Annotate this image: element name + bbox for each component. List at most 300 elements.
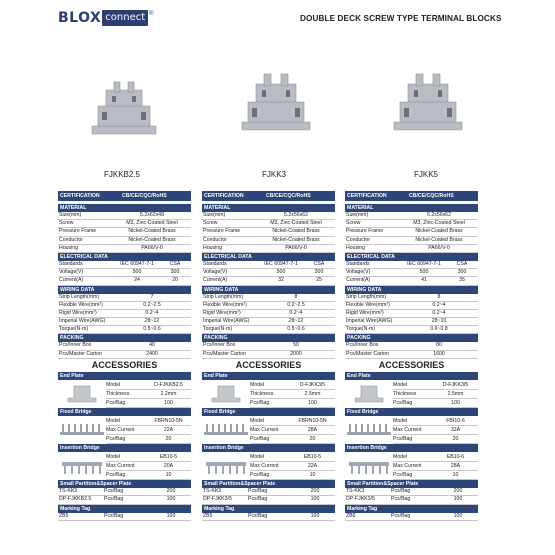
material-header: MATERIAL <box>202 204 335 212</box>
certification-header <box>345 191 478 201</box>
end-plate-image <box>202 380 250 408</box>
spec-cell: Thickness <box>250 390 274 397</box>
spec-cell: Pcs/Bag <box>393 435 413 442</box>
end-plate-image <box>58 380 106 408</box>
spec-cell: 2000 <box>290 350 302 357</box>
spec-cell: Torque(N·m) <box>203 326 233 333</box>
end-plate-header: End Plate <box>58 372 191 380</box>
packing-header: PACKING <box>345 334 478 342</box>
spec-cell: 0.6~0.8 <box>430 326 448 333</box>
partition-header: Small Partition&Spacer Plate <box>202 480 335 488</box>
spec-cell: 6.2x56x62 <box>427 212 451 218</box>
spec-cell: Pcs/Bag <box>250 471 270 478</box>
insertion-bridge-header: Insertion Bridge <box>345 444 478 452</box>
spec-cell: Voltage(V) <box>59 269 84 276</box>
spec-cell: 20 <box>309 435 316 442</box>
end-plate-pcs-row <box>250 399 335 408</box>
insertion-bridge-block <box>202 452 335 480</box>
spec-column <box>345 191 478 521</box>
end-plate-thickness-row <box>106 390 191 399</box>
spec-cell: 200 <box>166 487 176 494</box>
spec-cell: 20 <box>165 435 172 442</box>
spec-cell: Max Current <box>106 462 135 469</box>
spec-cell: Pressure Frame <box>346 228 384 235</box>
certification-label: CERTIFICATION <box>347 193 387 199</box>
spec-cell: Model <box>250 453 265 460</box>
certification-label: CERTIFICATION <box>204 193 244 199</box>
fixed-bridge-model-row <box>106 417 191 426</box>
spec-cell: 0.2~2.5 <box>143 301 161 308</box>
spec-cell: Size(mm) <box>346 212 369 218</box>
spec-row-screw <box>345 220 478 228</box>
insertion-bridge-model-row <box>393 453 478 462</box>
brand-suffix: connect <box>102 10 148 26</box>
spec-cell: Pcs/Bag <box>248 496 268 503</box>
insertion-bridge-image <box>345 452 393 480</box>
spec-cell: Pcs/Master Carton <box>346 350 389 357</box>
spec-row-inner-box <box>345 342 478 350</box>
spec-cell: Current(A) <box>59 277 84 284</box>
spec-cell: 80 <box>436 342 442 349</box>
spec-cell: Max Current <box>106 426 135 433</box>
spec-cell: Current(A) <box>346 277 371 284</box>
spec-row-housing <box>345 245 478 253</box>
spec-cell: 24 <box>134 277 140 284</box>
spec-cell: Pcs/Bag <box>248 512 268 519</box>
spec-cell: Nickel-Coated Brass <box>415 228 463 235</box>
spec-cell: Pcs/Inner Box <box>203 342 236 349</box>
spec-cell: Conductor <box>203 236 227 243</box>
insertion-bridge-pcs-row <box>393 471 478 480</box>
spec-cell: Nickel-Coated Brass <box>128 236 176 243</box>
spec-cell: ZB5 <box>59 512 69 519</box>
certification-header <box>202 191 335 201</box>
spec-cell: Pcs/Bag <box>104 487 124 494</box>
spec-cell: Pcs/Bag <box>391 512 411 519</box>
spec-cell: 20 <box>172 277 178 284</box>
insertion-bridge-current-row <box>250 462 335 471</box>
spec-cell: Rigid Wire(mm²) <box>203 309 241 316</box>
spec-row-imperial-wire <box>202 318 335 326</box>
spec-cell: D-FJKKB2.5 <box>154 381 183 388</box>
fixed-bridge-current-row <box>250 426 335 435</box>
wiring-header: WIRING DATA <box>202 286 335 294</box>
spec-cell: EB10-6 <box>446 453 465 460</box>
spec-cell: 0.2~4 <box>145 309 159 316</box>
spec-row-flexible-wire <box>345 302 478 310</box>
spec-row-current <box>202 277 335 285</box>
spec-row-rigid-wire <box>202 310 335 318</box>
spec-cell: Pcs/Bag <box>248 487 268 494</box>
spec-row-strip-length <box>58 294 191 302</box>
spec-cell: Model <box>250 381 265 388</box>
spec-cell: 0.2~4 <box>289 309 303 316</box>
product-name: FJKK3 <box>261 170 286 179</box>
certification-value: CB/CE/CQC/RoHS <box>409 193 454 199</box>
spec-cell: Pcs/Bag <box>393 399 413 406</box>
spec-cell: 50 <box>293 342 299 349</box>
insertion-bridge-model-row <box>250 453 335 462</box>
spec-row-torque <box>58 326 191 334</box>
spec-cell: 100 <box>166 512 176 519</box>
spec-row-strip-length <box>202 294 335 302</box>
electrical-header: ELECTRICAL DATA <box>345 253 478 261</box>
spec-cell: Model <box>106 381 121 388</box>
spec-cell: 5.2x56x62 <box>284 212 308 218</box>
spec-cell: IEC 60947-7-1 <box>120 260 154 267</box>
spec-cell: M3, Zinc-Coated Steel <box>270 220 322 227</box>
packing-header: PACKING <box>58 334 191 342</box>
accessories-title: ACCESSORIES <box>378 359 445 370</box>
certification-value: CB/CE/CQC/RoHS <box>266 193 311 199</box>
brand-logo <box>58 10 154 26</box>
spec-cell: FBI10-6 <box>446 417 465 424</box>
spec-cell: Imperial Wire(AWG) <box>346 318 393 325</box>
spec-row-flexible-wire <box>202 302 335 310</box>
wiring-header: WIRING DATA <box>345 286 478 294</box>
spec-row-standards <box>345 261 478 269</box>
spec-cell: Strip Length(mm) <box>346 293 387 300</box>
spec-cell: Strip Length(mm) <box>203 293 244 300</box>
spec-cell: DP-FJKK3/5 <box>203 496 232 503</box>
insertion-bridge-block <box>58 452 191 480</box>
spec-column <box>202 191 335 521</box>
spec-cell: 8 <box>294 293 298 300</box>
spec-cell: Rigid Wire(mm²) <box>59 309 97 316</box>
spec-row-voltage <box>58 269 191 277</box>
end-plate-thickness-row <box>250 390 335 399</box>
spec-cell: Screw <box>346 220 361 227</box>
spec-row-imperial-wire <box>58 318 191 326</box>
spec-cell: 2.5mm <box>447 390 464 397</box>
spec-row-pressure-frame <box>58 228 191 236</box>
spec-cell: Model <box>393 453 408 460</box>
spec-cell: 300 <box>170 269 180 276</box>
spec-cell: Pcs/Master Carton <box>59 350 102 357</box>
spec-cell: 200 <box>310 487 320 494</box>
spec-cell: M3, Zinc-Coated Steel <box>126 220 178 227</box>
brand-registered-mark: ® <box>149 11 154 17</box>
spec-cell: 0.2~4 <box>432 309 446 316</box>
spec-row-inner-box <box>202 342 335 350</box>
end-plate-model-row <box>106 381 191 390</box>
insertion-bridge-model-row <box>106 453 191 462</box>
spec-cell: 2.2mm <box>160 390 177 397</box>
spec-row-conductor <box>58 237 191 245</box>
spec-cell: Flexible Wire(mm²) <box>346 301 390 308</box>
end-plate-thickness-row <box>393 390 478 399</box>
document-title: DOUBLE DECK SCREW TYPE TERMINAL BLOCKS <box>300 14 502 23</box>
spec-row-inner-box <box>58 342 191 350</box>
spec-cell: Housing <box>203 244 223 251</box>
spec-cell: Pcs/Bag <box>391 487 411 494</box>
spec-cell: D-FJKK3/5 <box>442 381 469 388</box>
fixed-bridge-block <box>202 416 335 444</box>
spec-row-pressure-frame <box>345 228 478 236</box>
material-header: MATERIAL <box>58 204 191 212</box>
spec-cell: 100 <box>310 496 320 503</box>
partition-row <box>202 488 335 497</box>
spec-row-conductor <box>345 237 478 245</box>
spec-cell: Pcs/Bag <box>393 471 413 478</box>
spec-cell: DP-FJKKB2.5 <box>59 496 92 503</box>
certification-label: CERTIFICATION <box>60 193 100 199</box>
end-plate-block <box>58 380 191 408</box>
spec-row-strip-length <box>345 294 478 302</box>
spec-cell: Model <box>106 453 121 460</box>
partition-row <box>58 488 191 497</box>
spec-cell: 28A <box>450 462 461 469</box>
spec-cell: CSA <box>313 260 325 267</box>
spec-cell: Pcs/Bag <box>106 435 126 442</box>
marking-tag-row <box>58 513 191 522</box>
spec-cell: 100 <box>310 512 320 519</box>
spec-row-size <box>58 212 191 220</box>
spec-cell: 8 <box>437 293 441 300</box>
spec-cell: Conductor <box>346 236 370 243</box>
spec-cell: 100 <box>453 512 463 519</box>
spec-cell: Pcs/Bag <box>250 399 270 406</box>
spec-cell: Size(mm) <box>203 212 226 218</box>
product-name: FJKKB2.5 <box>103 170 140 179</box>
certification-header <box>58 191 191 201</box>
spec-cell: Imperial Wire(AWG) <box>59 318 106 325</box>
insertion-bridge-current-row <box>106 462 191 471</box>
fixed-bridge-header: Fixed Bridge <box>202 408 335 416</box>
spec-cell: D-FJKK3/5 <box>299 381 326 388</box>
spec-cell: 100 <box>453 496 463 503</box>
fixed-bridge-pcs-row <box>393 435 478 444</box>
spec-row-rigid-wire <box>345 310 478 318</box>
spec-cell: PA66/V-0 <box>285 244 307 251</box>
spec-cell: 32 <box>278 277 284 284</box>
spec-cell: Size(mm) <box>59 212 82 218</box>
spec-cell: PA66/V-0 <box>428 244 450 251</box>
fixed-bridge-current-row <box>393 426 478 435</box>
spec-cell: CSA <box>169 260 181 267</box>
fixed-bridge-header: Fixed Bridge <box>58 408 191 416</box>
spec-row-current <box>345 277 478 285</box>
insertion-bridge-pcs-row <box>106 471 191 480</box>
spec-cell: FBRN10-5N <box>154 417 183 424</box>
spec-cell: Voltage(V) <box>203 269 228 276</box>
partition-row <box>58 496 191 505</box>
end-plate-pcs-row <box>106 399 191 408</box>
partition-row <box>345 496 478 505</box>
spec-cell: Screw <box>203 220 218 227</box>
spec-cell: Torque(N·m) <box>346 326 376 333</box>
spec-cell: 22A <box>163 426 174 433</box>
spec-cell: DP-FJKK3/5 <box>346 496 375 503</box>
spec-cell: 20A <box>163 462 174 469</box>
spec-cell: ZB6 <box>346 512 356 519</box>
fixed-bridge-pcs-row <box>106 435 191 444</box>
end-plate-pcs-row <box>393 399 478 408</box>
spec-row-housing <box>202 245 335 253</box>
spec-cell: Max Current <box>250 462 279 469</box>
spec-cell: Nickel-Coated Brass <box>272 236 320 243</box>
spec-cell: CSA <box>456 260 468 267</box>
spec-cell: Model <box>250 417 265 424</box>
brand-name: BLOX <box>58 10 102 26</box>
spec-row-conductor <box>202 237 335 245</box>
spec-cell: Pcs/Bag <box>391 496 411 503</box>
spec-cell: Max Current <box>250 426 279 433</box>
electrical-header: ELECTRICAL DATA <box>58 253 191 261</box>
accessories-title: ACCESSORIES <box>235 359 302 370</box>
marking-tag-header: Marking Tag <box>202 505 335 513</box>
spec-cell: EB10-5 <box>303 453 322 460</box>
insertion-bridge-header: Insertion Bridge <box>202 444 335 452</box>
spec-cell: 100 <box>166 496 176 503</box>
spec-cell: Strip Length(mm) <box>59 293 100 300</box>
spec-cell: 35 <box>459 277 465 284</box>
spec-cell: 1600 <box>433 350 445 357</box>
spec-cell: Nickel-Coated Brass <box>415 236 463 243</box>
spec-cell: 500 <box>419 269 429 276</box>
spec-cell: Pcs/Bag <box>106 471 126 478</box>
spec-row-size <box>345 212 478 220</box>
spec-cell: 22A <box>307 462 318 469</box>
spec-row-screw <box>58 220 191 228</box>
spec-cell: ZB5 <box>203 512 213 519</box>
accessories-title: ACCESSORIES <box>91 359 158 370</box>
spec-cell: Max Current <box>393 462 422 469</box>
spec-cell: TS-KK3 <box>59 487 78 494</box>
spec-cell: 28A <box>307 426 318 433</box>
spec-row-flexible-wire <box>58 302 191 310</box>
spec-cell: M3, Zinc-Coated Steel <box>413 220 465 227</box>
spec-cell: 2.5mm <box>304 390 321 397</box>
spec-cell: Standards <box>346 260 370 267</box>
spec-cell: Housing <box>346 244 366 251</box>
spec-cell: 0.5~0.6 <box>143 326 161 333</box>
spec-cell: Pcs/Inner Box <box>59 342 92 349</box>
spec-cell: Max Current <box>393 426 422 433</box>
material-header: MATERIAL <box>345 204 478 212</box>
partition-header: Small Partition&Spacer Plate <box>58 480 191 488</box>
spec-cell: 300 <box>457 269 467 276</box>
spec-cell: 28~12 <box>144 318 160 325</box>
spec-cell: 25 <box>316 277 322 284</box>
spec-row-torque <box>345 326 478 334</box>
marking-tag-row <box>345 513 478 522</box>
marking-tag-header: Marking Tag <box>58 505 191 513</box>
insertion-bridge-block <box>345 452 478 480</box>
end-plate-model-row <box>393 381 478 390</box>
spec-cell: 300 <box>314 269 324 276</box>
end-plate-block <box>345 380 478 408</box>
spec-cell: 28~12 <box>288 318 304 325</box>
fixed-bridge-pcs-row <box>250 435 335 444</box>
spec-cell: EB10-5 <box>159 453 178 460</box>
wiring-header: WIRING DATA <box>58 286 191 294</box>
end-plate-model-row <box>250 381 335 390</box>
spec-cell: 200 <box>453 487 463 494</box>
fixed-bridge-model-row <box>393 417 478 426</box>
spec-row-screw <box>202 220 335 228</box>
spec-cell: Pcs/Bag <box>104 496 124 503</box>
fixed-bridge-current-row <box>106 426 191 435</box>
spec-cell: Pcs/Master Carton <box>203 350 246 357</box>
spec-row-housing <box>58 245 191 253</box>
spec-cell: Model <box>393 381 408 388</box>
spec-cell: Screw <box>59 220 74 227</box>
fixed-bridge-image <box>58 416 106 444</box>
spec-cell: Nickel-Coated Brass <box>128 228 176 235</box>
spec-cell: Pcs/Bag <box>106 399 126 406</box>
spec-cell: Thickness <box>106 390 130 397</box>
product-image-fjkkb2-5 <box>84 76 164 148</box>
fixed-bridge-image <box>202 416 250 444</box>
spec-cell: TS-KK3 <box>346 487 365 494</box>
partition-row <box>202 496 335 505</box>
spec-cell: 10 <box>165 471 172 478</box>
spec-cell: 10 <box>309 471 316 478</box>
marking-tag-header: Marking Tag <box>345 505 478 513</box>
certification-value: CB/CE/CQC/RoHS <box>122 193 167 199</box>
spec-cell: 10 <box>452 471 459 478</box>
spec-row-rigid-wire <box>58 310 191 318</box>
end-plate-header: End Plate <box>345 372 478 380</box>
fixed-bridge-block <box>58 416 191 444</box>
spec-cell: Torque(N·m) <box>59 326 89 333</box>
spec-row-size <box>202 212 335 220</box>
end-plate-block <box>202 380 335 408</box>
product-image-fjkk3 <box>236 70 316 142</box>
insertion-bridge-header: Insertion Bridge <box>58 444 191 452</box>
packing-header: PACKING <box>202 334 335 342</box>
insertion-bridge-image <box>58 452 106 480</box>
spec-cell: Rigid Wire(mm²) <box>346 309 384 316</box>
spec-cell: IEC 60947-7-1 <box>264 260 298 267</box>
spec-cell: Imperial Wire(AWG) <box>203 318 250 325</box>
spec-row-current <box>58 277 191 285</box>
spec-cell: Pcs/Bag <box>104 512 124 519</box>
spec-cell: Current(A) <box>203 277 228 284</box>
insertion-bridge-pcs-row <box>250 471 335 480</box>
fixed-bridge-header: Fixed Bridge <box>345 408 478 416</box>
insertion-bridge-image <box>202 452 250 480</box>
spec-cell: 41 <box>421 277 427 284</box>
spec-row-standards <box>202 261 335 269</box>
spec-cell: Standards <box>59 260 83 267</box>
spec-cell: IEC 60947-7-1 <box>407 260 441 267</box>
spec-cell: Model <box>106 417 121 424</box>
partition-header: Small Partition&Spacer Plate <box>345 480 478 488</box>
fixed-bridge-image <box>345 416 393 444</box>
spec-cell: 2400 <box>146 350 158 357</box>
spec-cell: Pressure Frame <box>59 228 97 235</box>
spec-cell: Pcs/Bag <box>250 435 270 442</box>
product-name: FJKK5 <box>413 170 438 179</box>
spec-cell: Nickel-Coated Brass <box>272 228 320 235</box>
spec-cell: 100 <box>164 399 173 406</box>
spec-row-master-carton <box>345 351 478 359</box>
spec-cell: Standards <box>203 260 227 267</box>
spec-cell: 0.2~4 <box>432 301 446 308</box>
spec-cell: Flexible Wire(mm²) <box>203 301 247 308</box>
spec-cell: 500 <box>132 269 142 276</box>
end-plate-header: End Plate <box>202 372 335 380</box>
fixed-bridge-model-row <box>250 417 335 426</box>
spec-row-pressure-frame <box>202 228 335 236</box>
spec-cell: Model <box>393 417 408 424</box>
spec-cell: 500 <box>276 269 286 276</box>
spec-cell: Conductor <box>59 236 83 243</box>
spec-row-voltage <box>202 269 335 277</box>
spec-column <box>58 191 191 521</box>
